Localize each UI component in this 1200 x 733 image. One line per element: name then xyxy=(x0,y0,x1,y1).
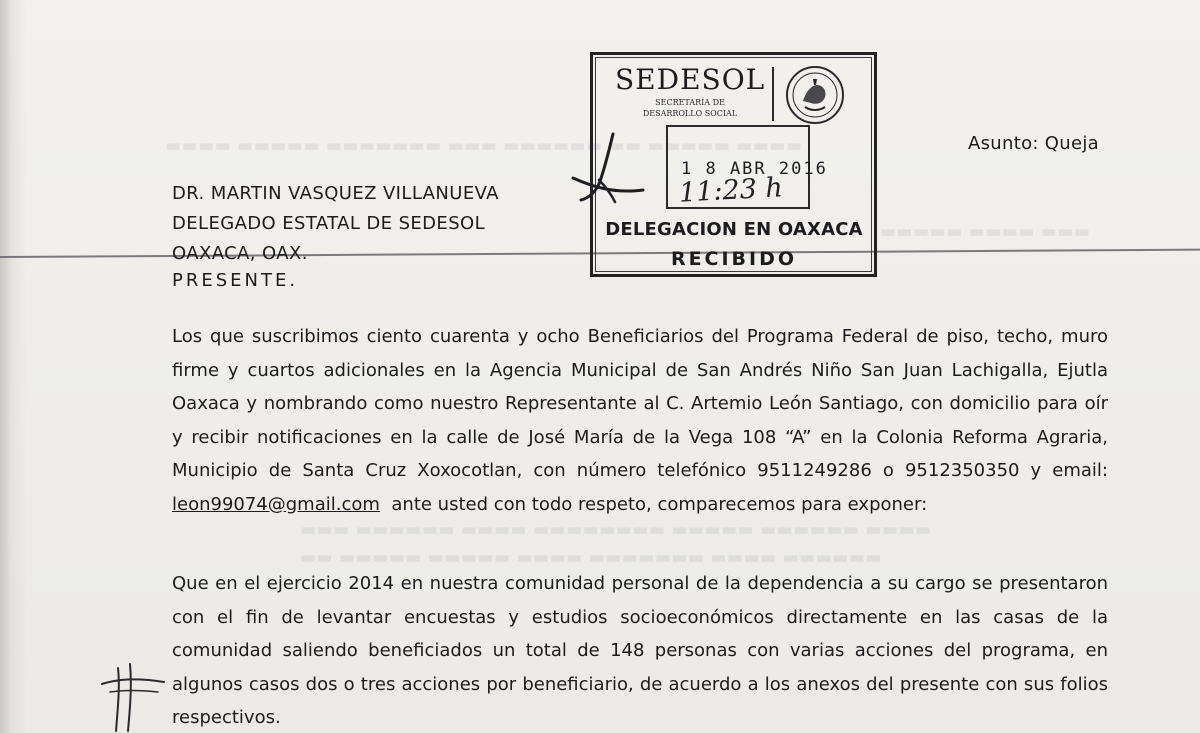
subject-line: Asunto: Queja xyxy=(968,133,1099,154)
mexican-eagle-seal-icon xyxy=(783,63,847,127)
show-through-text: ▬▬▬▬▬ ▬▬▬▬ ▬▬▬ xyxy=(880,222,1091,242)
paragraph-text: ante usted con todo respeto, comparecemos para exponer: xyxy=(391,493,928,515)
show-through-text: ▬▬▬ ▬▬▬▬▬▬ ▬▬▬▬ ▬▬▬▬▬▬▬▬ ▬▬▬▬▬ ▬▬▬▬▬▬ ▬▬▬▬ xyxy=(300,520,932,540)
email-address: leon99074@gmail.com xyxy=(172,493,380,515)
body-paragraph-2: Que en el ejercicio 2014 en nuestra comunidad personal de la dependencia a su cargo se presentaron con el fin de levantar encuestas y estudios socioeconómicos directamente en las casas de la comunidad saliendo beneficiados un total de 148 personas con varias acciones del programa, en algunos casos dos o tres acciones por beneficiario, de acuerdo a los anexos del presente con sus folios respectivos. xyxy=(172,573,1108,728)
stamp-date: 1 8 ABR 2016 xyxy=(681,159,828,179)
stamp-subtitle-line: SECRETARÍA DE xyxy=(655,98,725,107)
body-paragraph-1 xyxy=(172,320,1108,521)
stamp-divider xyxy=(772,67,774,121)
stamp-subtitle-line: DESARROLLO SOCIAL xyxy=(642,109,738,118)
stamp-status: RECIBIDO xyxy=(670,248,798,270)
stamp-time-handwritten: 11:23 h xyxy=(678,172,784,209)
stamp-office: DELEGACION EN OAXACA xyxy=(605,219,863,240)
stamp-brand: SEDESOL xyxy=(615,63,766,96)
handwritten-signature xyxy=(565,128,655,208)
addressee-city: OAXACA, OAX. xyxy=(172,243,308,264)
addressee-name: DR. MARTIN VASQUEZ VILLANUEVA xyxy=(172,183,499,204)
margin-initials-signature xyxy=(100,656,170,733)
show-through-text: ▬▬▬▬ ▬▬▬▬▬ ▬▬▬▬▬▬▬ ▬▬▬ ▬▬▬▬▬▬ ▬▬ ▬▬▬▬▬ ▬▬▬▬ xyxy=(165,136,803,156)
salutation: PRESENTE. xyxy=(172,270,299,291)
page-edge-shadow xyxy=(0,0,28,733)
addressee-position: DELEGADO ESTATAL DE SEDESOL xyxy=(172,213,486,234)
show-through-text: ▬▬ ▬▬▬▬▬ ▬▬▬▬▬ ▬▬▬▬ ▬▬▬▬▬▬▬ ▬▬▬▬ ▬▬▬▬▬▬ xyxy=(300,548,882,568)
stamp-subtitle xyxy=(617,97,763,119)
paragraph-text: Los que suscribimos ciento cuarenta y ocho Beneficiarios del Programa Federal de piso, techo, muro firme y cuartos adicionales en la Agencia Municipal de San Andrés Niño San Juan Lachigalla, Ejutla Oaxaca y nombrando como nuestro Representante al C. Artemio León Santiago, con domicilio para oír y recibir notificaciones en la calle de José María de la Vega 108 “A” en la Colonia Reforma Agraria, Municipio de Santa Cruz Xoxocotlan, con número telefónico 9511249286 o 9512350350 y email: xyxy=(172,326,1108,481)
